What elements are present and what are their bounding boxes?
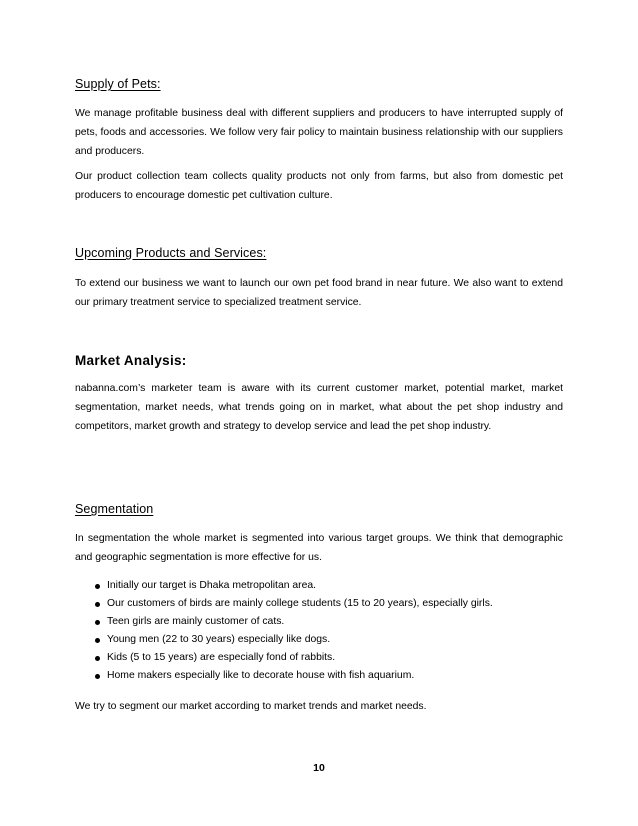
bullet-icon <box>95 584 100 589</box>
bullet-item: Our customers of birds are mainly college students (15 to 20 years), especially girls. <box>75 595 563 613</box>
bullet-icon <box>95 656 100 661</box>
page-number: 10 <box>313 762 325 774</box>
bullet-item: Home makers especially like to decorate house with fish aquarium. <box>75 667 563 685</box>
supply-paragraph-2: Our product collection team collects quality products not only from farms, but also from domestic pet producers to encourage domestic pet cultivation culture. <box>75 171 563 201</box>
bullet-item: Initially our target is Dhaka metropolitan area. <box>75 577 563 595</box>
supply-heading: Supply of Pets: <box>75 77 161 91</box>
supply-paragraph-1: We manage profitable business deal with different suppliers and producers to have interrupted supply of pets, foods and accessories. We follow very fair policy to maintain business relationship with our suppliers and producers. <box>75 108 563 157</box>
upcoming-heading: Upcoming Products and Services: <box>75 246 267 260</box>
bullet-icon <box>95 620 100 625</box>
bullet-icon <box>95 638 100 643</box>
bullet-item: Young men (22 to 30 years) especially like dogs. <box>75 631 563 649</box>
segmentation-paragraph-1: In segmentation the whole market is segmented into various target groups. We think that demographic and geographic segmentation is more effective for us. <box>75 533 563 563</box>
bullet-item: Kids (5 to 15 years) are especially fond of rabbits. <box>75 649 563 667</box>
segmentation-paragraph-2: We try to segment our market according to market trends and market needs. <box>75 701 427 712</box>
market-analysis-paragraph: nabanna.com’s marketer team is aware with its current customer market, potential market, market segmentation, market needs, what trends going on in market, what about the pet shop industry and competitors, market growth and strategy to develop service and lead the pet shop industry. <box>75 383 563 432</box>
bullet-icon <box>95 674 100 679</box>
upcoming-paragraph: To extend our business we want to launch our own pet food brand in near future. We also want to extend our primary treatment service to specialized treatment service. <box>75 278 563 308</box>
market-analysis-heading: Market Analysis: <box>75 353 187 368</box>
bullet-item: Teen girls are mainly customer of cats. <box>75 613 563 631</box>
segmentation-heading: Segmentation <box>75 502 154 516</box>
segmentation-bullet-list <box>75 577 563 685</box>
bullet-icon <box>95 602 100 607</box>
